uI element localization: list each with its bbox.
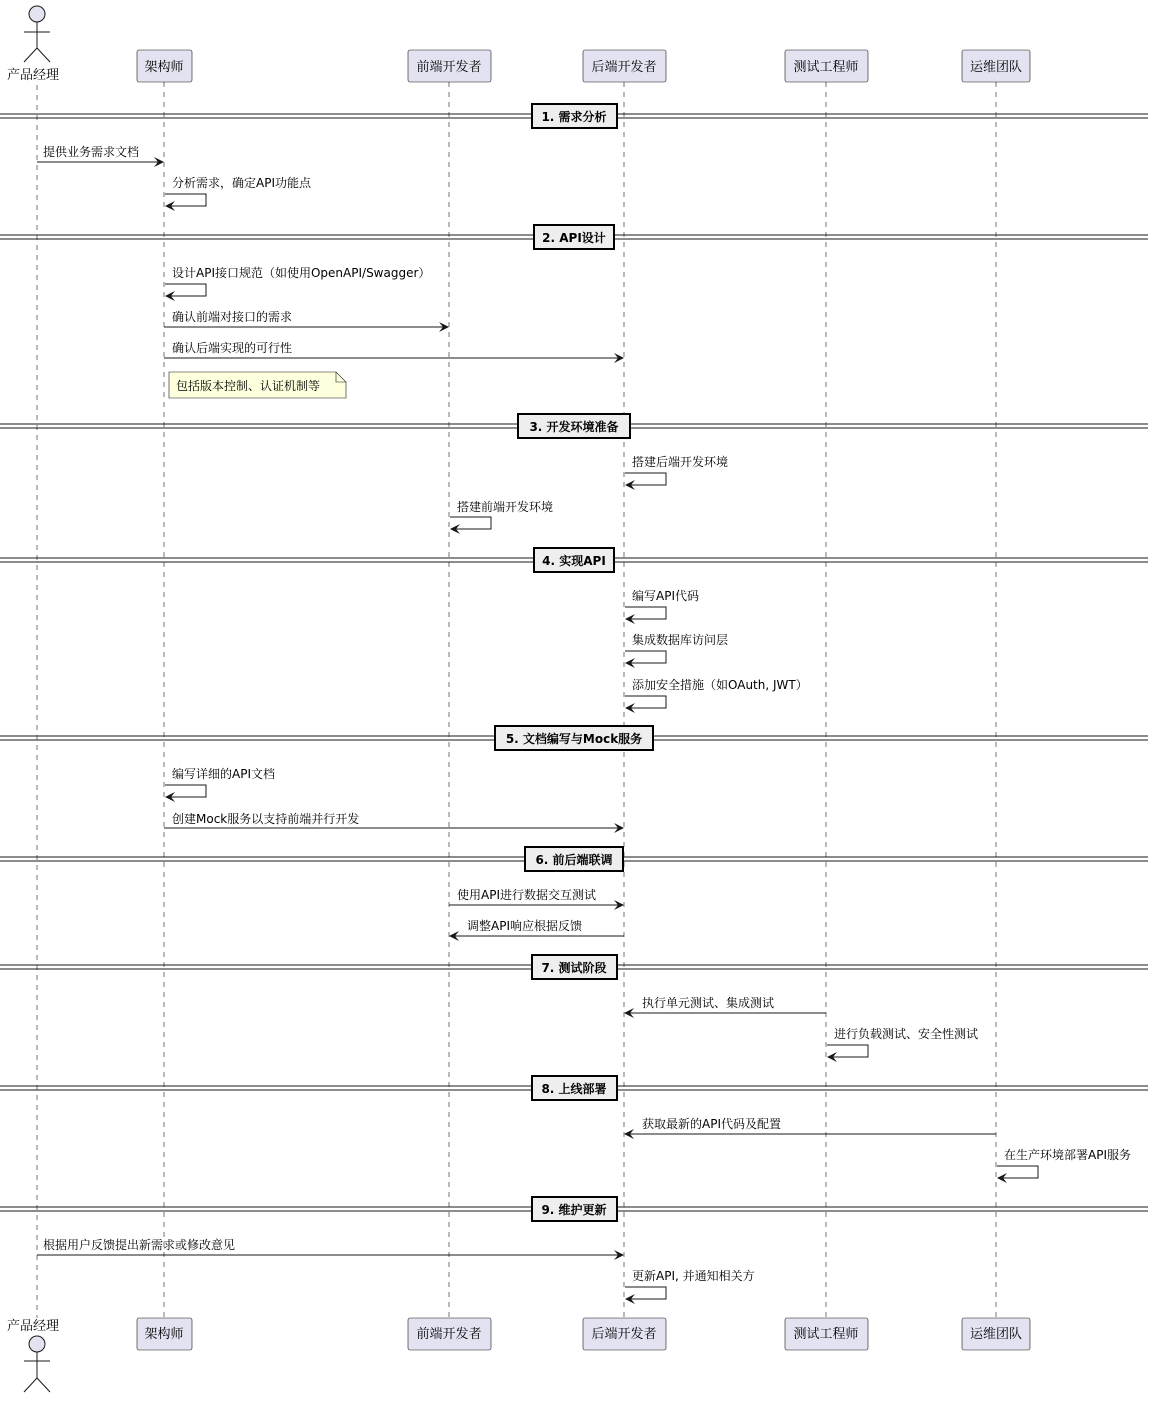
participant-architect-bottom: 架构师 [144,1327,184,1342]
participant-ops: 运维团队 [969,60,1023,75]
section-2-label: 2. API设计 [542,231,606,245]
section-8-label: 8. 上线部署 [541,1082,607,1096]
messages [37,144,1131,1299]
message-label: 调整API响应根据反馈 [467,919,582,933]
participant-product-manager: 产品经理 [6,68,60,83]
message-label: 设计API接口规范（如使用OpenAPI/Swagger） [172,266,431,280]
message-self-arrow [165,785,206,797]
participant-frontend-bottom: 前端开发者 [416,1327,482,1342]
message-label: 编写API代码 [632,589,699,603]
message-self-arrow [625,607,666,619]
message-label: 更新API, 并通知相关方 [632,1269,755,1283]
message-self-arrow [827,1045,868,1057]
message-label: 在生产环境部署API服务 [1004,1148,1131,1162]
section-6-label: 6. 前后端联调 [535,853,613,867]
message-self-arrow [165,284,206,296]
participant-tester: 测试工程师 [793,60,859,75]
participant-tester-bottom: 测试工程师 [793,1327,859,1342]
participant-product-manager-bottom: 产品经理 [6,1319,60,1334]
section-7-label: 7. 测试阶段 [541,961,607,975]
message-label: 提供业务需求文档 [43,145,140,159]
participants-bottom [7,1318,1030,1392]
participant-backend-bottom: 后端开发者 [591,1327,657,1342]
participant-architect: 架构师 [144,60,184,75]
actor-icon-bottom [24,1336,50,1392]
message-label: 搭建后端开发环境 [632,455,729,469]
section-5-label: 5. 文档编写与Mock服务 [505,732,643,746]
message-label: 确认前端对接口的需求 [172,310,293,324]
section-4-label: 4. 实现API [542,554,606,568]
message-label: 搭建前端开发环境 [457,500,554,514]
message-label: 根据用户反馈提出新需求或修改意见 [43,1238,236,1252]
message-self-arrow [997,1166,1038,1178]
message-self-arrow [625,651,666,663]
message-label: 添加安全措施（如OAuth, JWT） [632,678,808,692]
message-label: 执行单元测试、集成测试 [642,996,775,1010]
message-self-arrow [625,696,666,708]
section-1-label: 1. 需求分析 [541,110,607,124]
message-label: 获取最新的API代码及配置 [642,1117,781,1131]
participant-ops-bottom: 运维团队 [969,1327,1023,1342]
note-text: 包括版本控制、认证机制等 [176,379,321,393]
message-label: 编写详细的API文档 [172,767,275,781]
message-label: 分析需求，确定API功能点 [172,176,311,190]
message-label: 集成数据库访问层 [632,633,729,647]
message-label: 进行负载测试、安全性测试 [834,1027,979,1041]
message-label: 确认后端实现的可行性 [172,341,293,355]
participant-backend: 后端开发者 [591,60,657,75]
message-self-arrow [625,1287,666,1299]
actor-icon [24,6,50,62]
message-self-arrow [450,517,491,529]
section-9-label: 9. 维护更新 [541,1203,607,1217]
message-label: 使用API进行数据交互测试 [457,888,596,902]
participants-top [7,6,1030,83]
section-3-label: 3. 开发环境准备 [529,420,619,434]
message-self-arrow [625,473,666,485]
participant-frontend: 前端开发者 [416,60,482,75]
message-label: 创建Mock服务以支持前端并行开发 [172,812,360,826]
message-self-arrow [165,194,206,206]
